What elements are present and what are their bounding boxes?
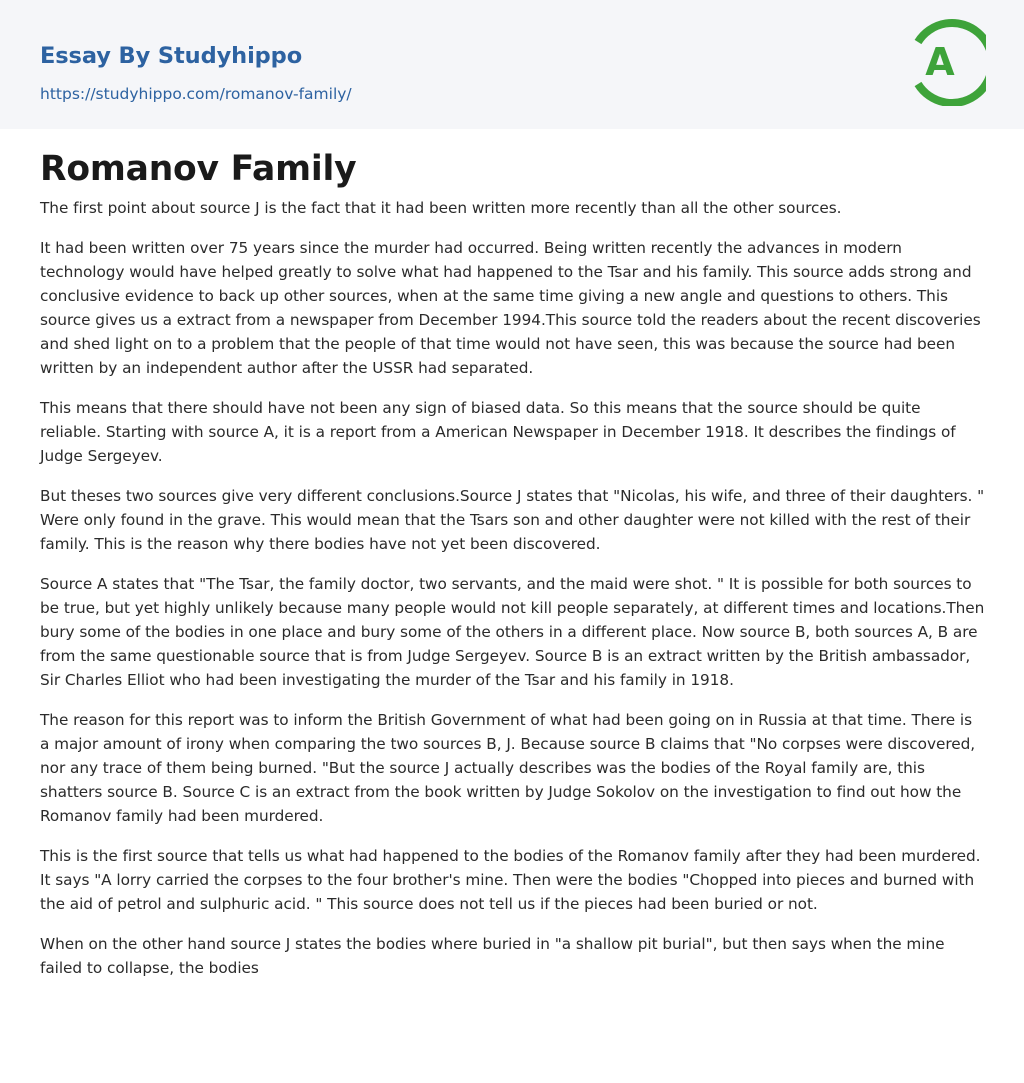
- essay-paragraph: It had been written over 75 years since the murder had occurred. Being written recently the advances in modern technology would have helped greatly to solve what had happened to the Tsar and his family. This source adds strong and conclusive evidence to back up other sources, when at the same time giving a new angle and questions to others. This source gives us a extract from a newspaper from December 1994.This source told the readers about the recent discoveries and shed light on to a problem that the people of that time would not have seen, this was because the source had been written by an independent author after the USSR had separated.: [40, 239, 981, 377]
- source-url-link[interactable]: https://studyhippo.com/romanov-family/: [40, 85, 352, 103]
- page-title: Romanov Family: [40, 149, 357, 189]
- essay-content: [40, 129, 985, 996]
- logo-letter: A: [925, 40, 955, 84]
- essay-paragraph: Source A states that "The Tsar, the family doctor, two servants, and the maid were shot. " It is possible for both sources to be true, but yet highly unlikely because many people would not kill people separately, at different times and locations.Then bury some of the bodies in one place and bury some of the others in a different place. Now source B, both sources A, B are from the same questionable source that is from Judge Sergeyev. Source B is an extract written by the British ambassador, Sir Charles Elliot who had been investigating the murder of the Tsar and his family in 1918.: [40, 575, 985, 689]
- essay-paragraph: The first point about source J is the fact that it had been written more recently than all the other sources.: [40, 199, 842, 217]
- studyhippo-logo-icon[interactable]: [898, 18, 986, 106]
- essay-paragraph: This means that there should have not been any sign of biased data. So this means that the source should be quite reliable. Starting with source A, it is a report from a American Newspaper in December 1918. It describes the findings of Judge Sergeyev.: [40, 399, 956, 465]
- logo-ring-icon: [898, 18, 986, 106]
- brand-title[interactable]: Essay By Studyhippo: [40, 43, 303, 69]
- essay-paragraph: When on the other hand source J states the bodies where buried in "a shallow pit burial", but then says when the mine failed to collapse, the bodies: [40, 935, 945, 977]
- essay-paragraph: But theses two sources give very different conclusions.Source J states that "Nicolas, his wife, and three of their daughters. " Were only found in the grave. This would mean that the Tsars son and other daughter were not killed with the rest of their family. This is the reason why there bodies have not yet been discovered.: [40, 487, 985, 553]
- site-header: [0, 0, 1024, 129]
- essay-paragraph: The reason for this report was to inform the British Government of what had been going on in Russia at that time. There is a major amount of irony when comparing the two sources B, J. Because source B claims that "No corpses were discovered, nor any trace of them being burned. "But the source J actually describes was the bodies of the Royal family are, this shatters source B. Source C is an extract from the book written by Judge Sokolov on the investigation to find out how the Romanov family had been murdered.: [40, 711, 976, 825]
- essay-paragraph: This is the first source that tells us what had happened to the bodies of the Romanov family after they had been murdered. It says "A lorry carried the corpses to the four brother's mine. Then were the bodies "Chopped into pieces and burned with the aid of petrol and sulphuric acid. " This source does not tell us if the pieces had been buried or not.: [40, 847, 981, 913]
